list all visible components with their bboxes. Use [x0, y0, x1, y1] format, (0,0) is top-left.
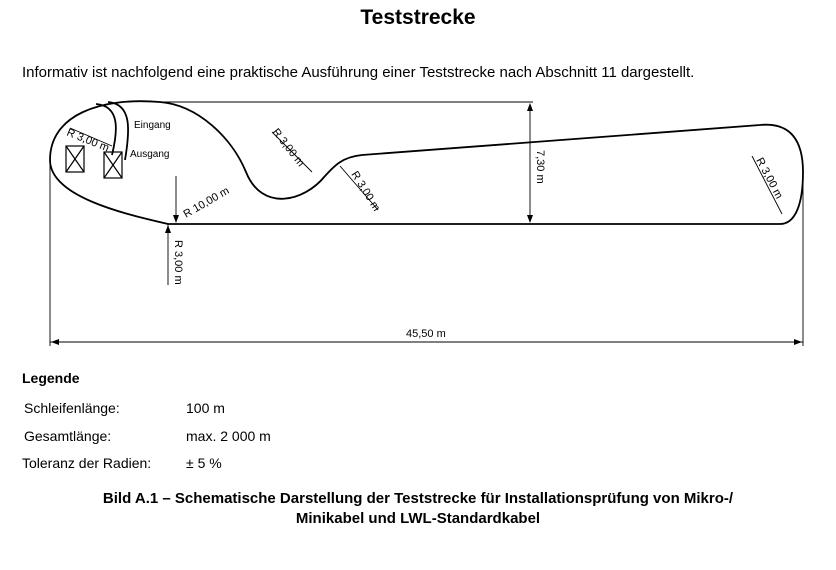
- legend-label-radius-tolerance: Toleranz der Radien:: [22, 455, 152, 471]
- label-radius-mid-b: R 3,00 m: [348, 169, 383, 214]
- intro-text: Informativ ist nachfolgend eine praktische Ausführung einer Teststrecke nach Abschnitt 11 dargestellt.: [22, 64, 695, 81]
- label-ausgang: Ausgang: [130, 149, 170, 160]
- legend-heading: Legende: [22, 370, 80, 386]
- arrow-height-top: [527, 103, 533, 111]
- page-title: Teststrecke: [360, 6, 476, 29]
- arrow-width-right: [794, 339, 802, 345]
- caption-line-1: Bild A.1 – Schematische Darstellung der Teststrecke für Installationsprüfung von Mikro-/: [102, 490, 734, 507]
- figure-caption: [40, 489, 796, 529]
- label-width: 45,50 m: [406, 328, 446, 340]
- label-radius-10: R 10,00 m: [181, 184, 232, 221]
- label-eingang: Eingang: [134, 120, 171, 131]
- label-height: 7,30 m: [534, 150, 546, 184]
- legend-value-total-length: max. 2 000 m: [186, 428, 271, 444]
- arrow-radius-10: [173, 215, 179, 223]
- label-radius-below: R 3,00 m: [172, 240, 184, 285]
- label-radius-mid-a: R 3,00 m: [269, 126, 307, 170]
- label-radius-left-loop: R 3,00 m: [64, 126, 111, 155]
- legend-label-loop-length: Schleifenlänge:: [24, 400, 120, 416]
- legend-value-radius-tolerance: ± 5 %: [186, 455, 222, 471]
- label-radius-right: R 3,00 m: [753, 155, 785, 201]
- arrow-width-left: [51, 339, 59, 345]
- legend-label-total-length: Gesamtlänge:: [24, 428, 112, 444]
- caption-line-2: Minikabel und LWL-Standardkabel: [295, 510, 541, 527]
- arrow-height-bottom: [527, 215, 533, 223]
- arrow-radius-below: [165, 225, 171, 233]
- legend-value-loop-length: 100 m: [186, 400, 225, 416]
